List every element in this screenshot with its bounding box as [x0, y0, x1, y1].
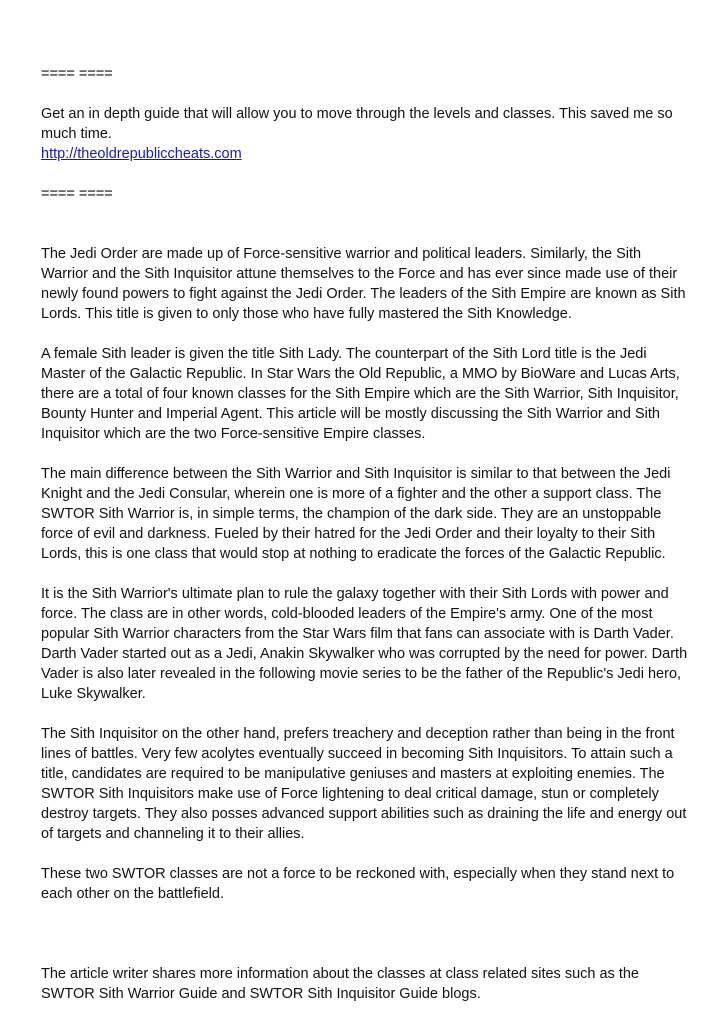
spacer: [41, 444, 689, 464]
separator-bottom: ==== ====: [41, 186, 113, 202]
spacer: [41, 904, 689, 964]
paragraph-sith-warrior: It is the Sith Warrior's ultimate plan to rule the galaxy together with their Sith Lords with power and force. The class are in other words, cold-blooded leaders of the Empire's army. One of the most popular Sith Warrior characters from the Star Wars film that fans can associate with is Darth Vader. Darth Vader started out as a Jedi, Anakin Skywalker who was corrupted by the need for power. Darth Vader is also later revealed in the following movie series to be the father of the Republic's Jedi hero, Luke Skywalker.: [41, 586, 688, 702]
paragraph-jedi-order: The Jedi Order are made up of Force-sensitive warrior and political leaders. Similarly, the Sith Warrior and the Sith Inquisitor attune themselves to the Force and has ever since made use of their newly found powers to fight against the Jedi Order. The leaders of the Sith Empire are known as Sith Lords. This title is given to only those who have fully mastered the Sith Knowledge.: [41, 246, 686, 322]
spacer: [41, 844, 689, 864]
separator-top: ==== ====: [41, 66, 113, 82]
spacer: [41, 564, 689, 584]
spacer: [41, 84, 689, 104]
spacer: [41, 204, 689, 244]
paragraph-sith-inquisitor: The Sith Inquisitor on the other hand, prefers treachery and deception rather than being in the front lines of battles. Very few acolytes eventually succeed in becoming Sith Inquisitors. To attain such a title, candidates are required to be manipulative geniuses and masters at exploiting enemies. The SWTOR Sith Inquisitors make use of Force lightening to deal critical damage, stun or completely destroy targets. They also posses advanced support abilities such as draining the life and energy out of targets and channeling it to their allies.: [41, 726, 687, 842]
paragraph-conclusion: These two SWTOR classes are not a force to be reckoned with, especially when they stand next to each other on the battlefield.: [41, 866, 675, 902]
intro-text: Get an in depth guide that will allow you to move through the levels and classes. This saved me so much time.: [41, 106, 673, 142]
document-page: [41, 64, 689, 1004]
paragraph-main-difference: The main difference between the Sith Warrior and Sith Inquisitor is similar to that between the Jedi Knight and the Jedi Consular, wherein one is more of a fighter and the other a support class. The SWTOR Sith Warrior is, in simple terms, the champion of the dark side. They are an unstoppable force of evil and darkness. Fueled by their hatred for the Jedi Order and their loyalty to their Sith Lords, this is one class that would stop at nothing to eradicate the forces of the Galactic Republic.: [41, 466, 671, 562]
spacer: [41, 164, 689, 184]
spacer: [41, 704, 689, 724]
paragraph-sith-lady: A female Sith leader is given the title Sith Lady. The counterpart of the Sith Lord title is the Jedi Master of the Galactic Republic. In Star Wars the Old Republic, a MMO by BioWare and Lucas Arts, there are a total of four known classes for the Sith Empire which are the Sith Warrior, Sith Inquisitor, Bounty Hunter and Imperial Agent. This article will be mostly discussing the Sith Warrior and Sith Inquisitor which are the two Force-sensitive Empire classes.: [41, 346, 680, 442]
spacer: [41, 324, 689, 344]
paragraph-closing: The article writer shares more information about the classes at class related sites such as the SWTOR Sith Warrior Guide and SWTOR Sith Inquisitor Guide blogs.: [41, 966, 639, 1002]
site-link[interactable]: http://theoldrepubliccheats.com: [41, 146, 242, 162]
intro-link-line: [41, 144, 689, 164]
